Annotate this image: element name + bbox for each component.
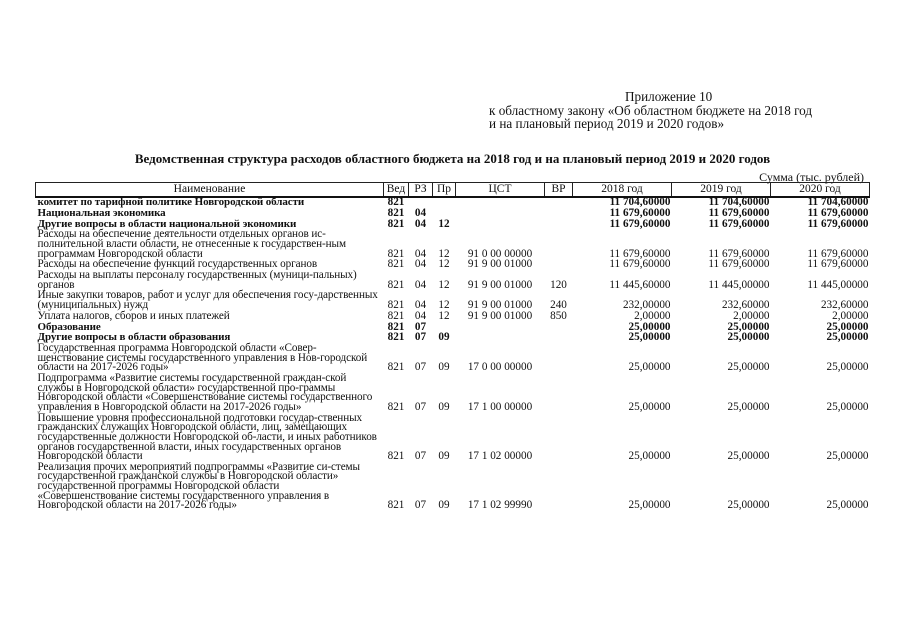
cell-cst: 17 1 02 00000 [467, 450, 533, 463]
cell-cst: 91 9 00 01000 [467, 278, 533, 291]
cell-ved: 821 [387, 331, 405, 344]
header-2018: 2018 год [573, 183, 672, 198]
cell-2020: 25,00000 [826, 499, 869, 512]
cell-pr: 12 [438, 258, 450, 271]
cell-rz: 07 [414, 320, 427, 333]
cell-cst [456, 209, 545, 220]
cell-rz: 07 [414, 331, 427, 344]
cell-vr [545, 260, 573, 271]
cell-2018: 25,00000 [628, 400, 671, 413]
cell-cst [456, 197, 545, 209]
appendix-law-line2: и на плановый период 2019 и 2020 годов» [489, 116, 725, 131]
cell-rz: 04 [414, 258, 427, 271]
table-row [36, 344, 870, 374]
cell-2019: 25,00000 [727, 499, 770, 512]
header-2020: 2020 год [771, 183, 870, 198]
cell-name: Расходы на обеспечение деятельности отдельных органов ис-полнительной власти области, не отнесенные к государствен-ным программам Новгородской области [37, 228, 346, 260]
cell-2019: 25,00000 [727, 400, 770, 413]
cell-cst [456, 333, 545, 344]
cell-pr: 09 [438, 450, 450, 463]
cell-2020: 2,00000 [832, 309, 869, 322]
budget-table [35, 182, 870, 512]
cell-vr [545, 344, 573, 374]
cell-pr [433, 197, 456, 209]
cell-2018: 11 679,60000 [609, 258, 671, 271]
cell-ved: 821 [387, 299, 405, 312]
table-row [36, 463, 870, 512]
cell-pr: 09 [438, 499, 450, 512]
cell-2018: 25,00000 [628, 331, 671, 344]
cell-ved: 821 [387, 258, 405, 271]
cell-ved: 821 [387, 450, 405, 463]
units-label: Сумма (тыс. рублей) [759, 170, 864, 184]
cell-vr [545, 197, 573, 209]
cell-rz: 07 [414, 450, 427, 463]
cell-vr [545, 230, 573, 260]
cell-2018: 11 445,60000 [609, 278, 671, 291]
cell-2018: 11 679,60000 [609, 206, 671, 219]
cell-rz: 07 [414, 361, 427, 374]
cell-name: Иные закупки товаров, работ и услуг для обеспечения госу-дарственных (муниципальных) нужд [37, 289, 378, 312]
cell-pr: 12 [438, 299, 450, 312]
header-name: Наименование [36, 183, 384, 198]
cell-name: Образование [37, 320, 101, 333]
cell-2019: 11 445,00000 [708, 278, 770, 291]
cell-cst: 17 1 00 00000 [467, 400, 533, 413]
cell-pr: 12 [438, 247, 450, 260]
cell-ved: 821 [387, 499, 405, 512]
cell-2020: 25,00000 [826, 400, 869, 413]
cell-2019: 25,00000 [727, 331, 770, 344]
cell-pr: 12 [438, 217, 450, 230]
cell-vr [545, 209, 573, 220]
cell-2018: 11 679,60000 [609, 247, 671, 260]
cell-rz: 04 [414, 217, 427, 230]
appendix-number: Приложение 10 [625, 89, 713, 104]
cell-2020: 25,00000 [826, 320, 869, 333]
cell-ved: 821 [387, 320, 405, 333]
cell-ved: 821 [387, 247, 405, 260]
cell-2020: 11 679,60000 [807, 247, 869, 260]
cell-2019: 232,60000 [721, 299, 770, 312]
cell-vr [545, 333, 573, 344]
cell-ved: 821 [387, 278, 405, 291]
cell-ved: 821 [387, 400, 405, 413]
appendix-note [489, 90, 889, 131]
cell-ved: 821 [387, 196, 405, 208]
cell-2020: 25,00000 [826, 450, 869, 463]
cell-vr [545, 374, 573, 414]
cell-vr [545, 414, 573, 463]
table-row [36, 230, 870, 260]
cell-rz: 04 [414, 309, 427, 322]
cell-2020: 11 445,00000 [807, 278, 869, 291]
table-row [36, 374, 870, 414]
header-2019: 2019 год [672, 183, 771, 198]
cell-cst: 17 0 00 00000 [467, 361, 533, 374]
table-row [36, 414, 870, 463]
table-row [36, 271, 870, 291]
cell-rz: 07 [414, 400, 427, 413]
cell-2020: 25,00000 [826, 361, 869, 374]
header-rz: РЗ [409, 183, 433, 198]
cell-name: Повышение уровня профессиональной подготовки государ-ственных гражданских служащих Новгородской области, лиц, замещающих государственные должности Новгородской об-ласти, и иных работников органов государственной власти, иных государственных органов Новгородской области [37, 411, 377, 463]
cell-rz: 04 [414, 299, 427, 312]
cell-2018: 25,00000 [628, 320, 671, 333]
cell-2018: 2,00000 [634, 309, 671, 322]
cell-cst: 91 0 00 00000 [467, 247, 533, 260]
cell-cst: 17 1 02 99990 [467, 499, 533, 512]
cell-cst: 91 9 00 01000 [467, 309, 533, 322]
cell-vr [545, 323, 573, 334]
cell-cst [456, 323, 545, 334]
cell-2019: 25,00000 [727, 320, 770, 333]
cell-vr: 240 [550, 299, 567, 312]
cell-2019: 25,00000 [727, 450, 770, 463]
cell-rz: 04 [414, 278, 427, 291]
header-pr: Пр [433, 183, 456, 198]
cell-ved: 821 [387, 361, 405, 374]
cell-2018: 11 679,60000 [609, 217, 671, 230]
cell-rz: 07 [414, 499, 427, 512]
cell-cst: 91 9 00 01000 [467, 299, 533, 312]
cell-rz: 04 [414, 206, 427, 219]
appendix-law-line1: к областному закону «Об областном бюджете на 2018 год [489, 102, 813, 118]
cell-vr: 120 [550, 278, 567, 291]
cell-2018: 25,00000 [628, 499, 671, 512]
table-header-row [36, 183, 870, 198]
cell-rz: 04 [414, 247, 427, 260]
cell-cst: 91 9 00 01000 [467, 258, 533, 271]
cell-2019: 11 679,60000 [708, 258, 770, 271]
cell-2019: 2,00000 [733, 309, 770, 322]
cell-pr: 12 [438, 278, 450, 291]
cell-pr: 12 [438, 309, 450, 322]
cell-name: Другие вопросы в области национальной экономики [37, 217, 297, 230]
cell-name: Реализация прочих мероприятий подпрограммы «Развитие си-стемы государственной гражданской службы в Новгородской области» государственной программы Новгородской области «Совершенствование системы государственного управления в Новгородской области на 2017-2026 годы» [37, 460, 360, 512]
cell-cst [456, 220, 545, 231]
cell-vr [545, 463, 573, 512]
header-vr: ВР [545, 183, 573, 198]
cell-2018: 25,00000 [628, 450, 671, 463]
cell-ved: 821 [387, 217, 405, 230]
cell-2019: 11 704,60000 [708, 196, 770, 208]
cell-name: Национальная экономика [37, 206, 166, 219]
cell-pr: 09 [438, 361, 450, 374]
cell-vr: 850 [550, 309, 567, 322]
cell-ved: 821 [387, 206, 405, 219]
cell-2019: 25,00000 [727, 361, 770, 374]
header-cst: ЦСТ [456, 183, 545, 198]
cell-2020: 25,00000 [826, 331, 869, 344]
cell-pr: 09 [438, 400, 450, 413]
cell-2018: 11 704,60000 [609, 196, 671, 208]
cell-2020: 11 679,60000 [807, 206, 869, 219]
header-ved: Вед [384, 183, 409, 198]
cell-2019: 11 679,60000 [708, 247, 770, 260]
cell-pr: 09 [438, 331, 450, 344]
cell-name: Подпрограмма «Развитие системы государственной граждан-ской службы в Новгородской области» государственной про-граммы Новгородской области «Совершенствование системы государственного управления в Новгородской области на 2017-2026 годы» [37, 372, 373, 413]
cell-2019: 11 679,60000 [708, 217, 770, 230]
cell-name: Уплата налогов, сборов и иных платежей [37, 309, 230, 322]
cell-2020: 11 704,60000 [807, 196, 869, 208]
cell-2018: 25,00000 [628, 361, 671, 374]
table-row [36, 291, 870, 311]
cell-name: Расходы на выплаты персоналу государственных (муници-пальных) органов [37, 269, 357, 291]
cell-ved: 821 [387, 309, 405, 322]
cell-2019: 11 679,60000 [708, 206, 770, 219]
cell-2020: 232,60000 [820, 299, 869, 312]
document-title: Ведомственная структура расходов областного бюджета на 2018 год и на плановый период 2019 и 2020 годов [134, 151, 771, 166]
cell-2020: 11 679,60000 [807, 258, 869, 271]
cell-name: Государственная программа Новгородской области «Совер-шенствование системы государственного управления в Нов-городской области на 2017-2026 годы» [37, 342, 368, 374]
cell-2018: 232,00000 [622, 299, 671, 312]
cell-2020: 11 679,60000 [807, 217, 869, 230]
cell-vr [545, 220, 573, 231]
cell-name: Другие вопросы в области образования [37, 331, 231, 344]
cell-name: комитет по тарифной политике Новгородской области [37, 196, 305, 208]
cell-name: Расходы на обеспечение функций государственных органов [37, 258, 318, 271]
table-body [36, 197, 870, 512]
